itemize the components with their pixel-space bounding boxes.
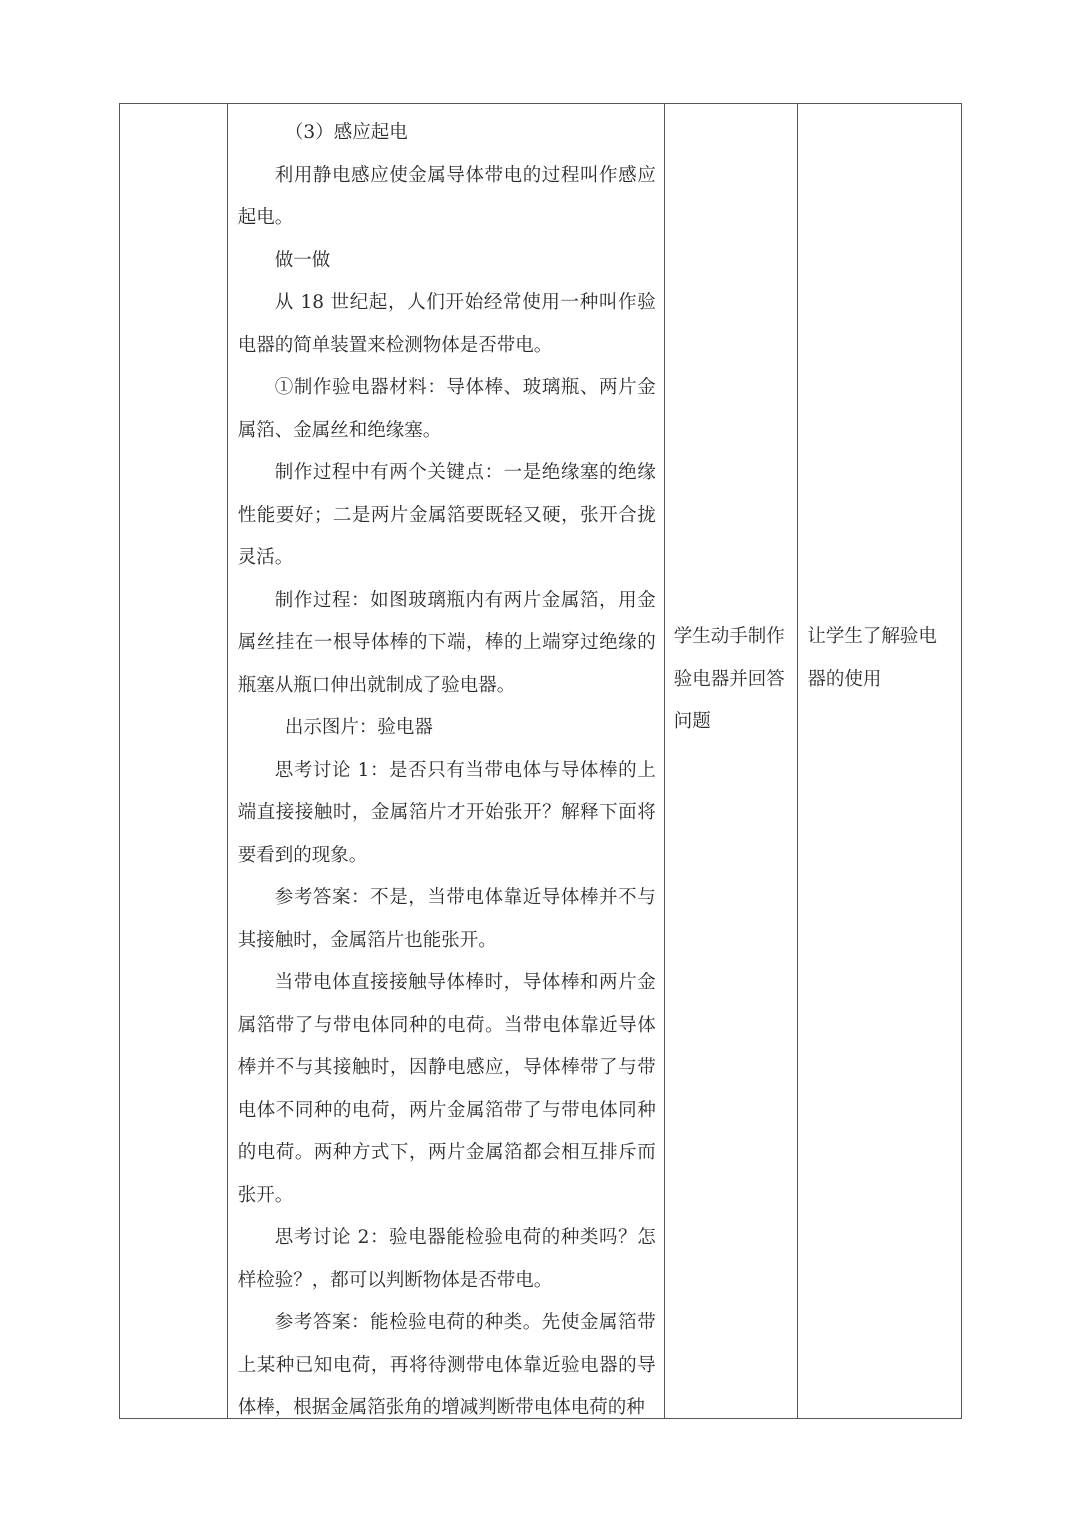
design-intent-column <box>798 104 961 1418</box>
lesson-plan-table <box>119 103 962 1419</box>
paragraph-activity-title: 做一做 <box>274 249 331 271</box>
paragraph-question-2: 思考讨论 2：验电器能检验电荷的种类吗？怎样检验？，都可以判断物体是否带电。 <box>237 1227 656 1291</box>
paragraph-explanation: 当带电体直接接触导体棒时，导体棒和两片金属箔带了与带电体同种的电荷。当带电体靠近导体棒并不与其接触时，因静电感应，导体棒带了与带电体不同种的电荷，两片金属箔带了与带电体同种的电荷。两种方式下，两片金属箔都会相互排斥而张开。 <box>237 972 656 1206</box>
student-activity-text: 学生动手制作验电器并回答问题 <box>673 626 785 732</box>
paragraph-key-points: 制作过程中有两个关键点：一是绝缘塞的绝缘性能要好；二是两片金属箔要既轻又硬，张开合拢灵活。 <box>237 462 656 568</box>
section-heading: （3）感应起电 <box>284 122 408 143</box>
stage-column <box>120 104 228 1418</box>
teaching-content-column <box>228 104 665 1418</box>
paragraph-answer-2: 参考答案：能检验电荷的种类。先使金属箔带上某种已知电荷，再将待测带电体靠近验电器的导体棒，根据金属箔张角的增减判断带电体电荷的种 <box>237 1312 656 1418</box>
teaching-content <box>238 112 656 1430</box>
paragraph-question-1: 思考讨论 1：是否只有当带电体与导体棒的上端直接接触时，金属箔片才开始张开？解释下面将要看到的现象。 <box>237 759 656 866</box>
paragraph-show-picture: 出示图片：验电器 <box>284 717 433 738</box>
paragraph-materials: ①制作验电器材料：导体棒、玻璃瓶、两片金属箔、金属丝和绝缘塞。 <box>237 377 656 441</box>
paragraph-history: 从 18 世纪起，人们开始经常使用一种叫作验电器的简单装置来检测物体是否带电。 <box>237 292 656 356</box>
paragraph-definition: 利用静电感应使金属导体带电的过程叫作感应起电。 <box>237 164 656 228</box>
design-intent-text: 让学生了解验电器的使用 <box>807 626 937 690</box>
paragraph-answer-1: 参考答案：不是，当带电体靠近导体棒并不与其接触时，金属箔片也能张开。 <box>237 887 656 951</box>
student-activity-column <box>665 104 799 1418</box>
paragraph-process: 制作过程：如图玻璃瓶内有两片金属箔，用金属丝挂在一根导体棒的下端，棒的上端穿过绝缘的瓶塞从瓶口伸出就制成了验电器。 <box>237 589 656 696</box>
